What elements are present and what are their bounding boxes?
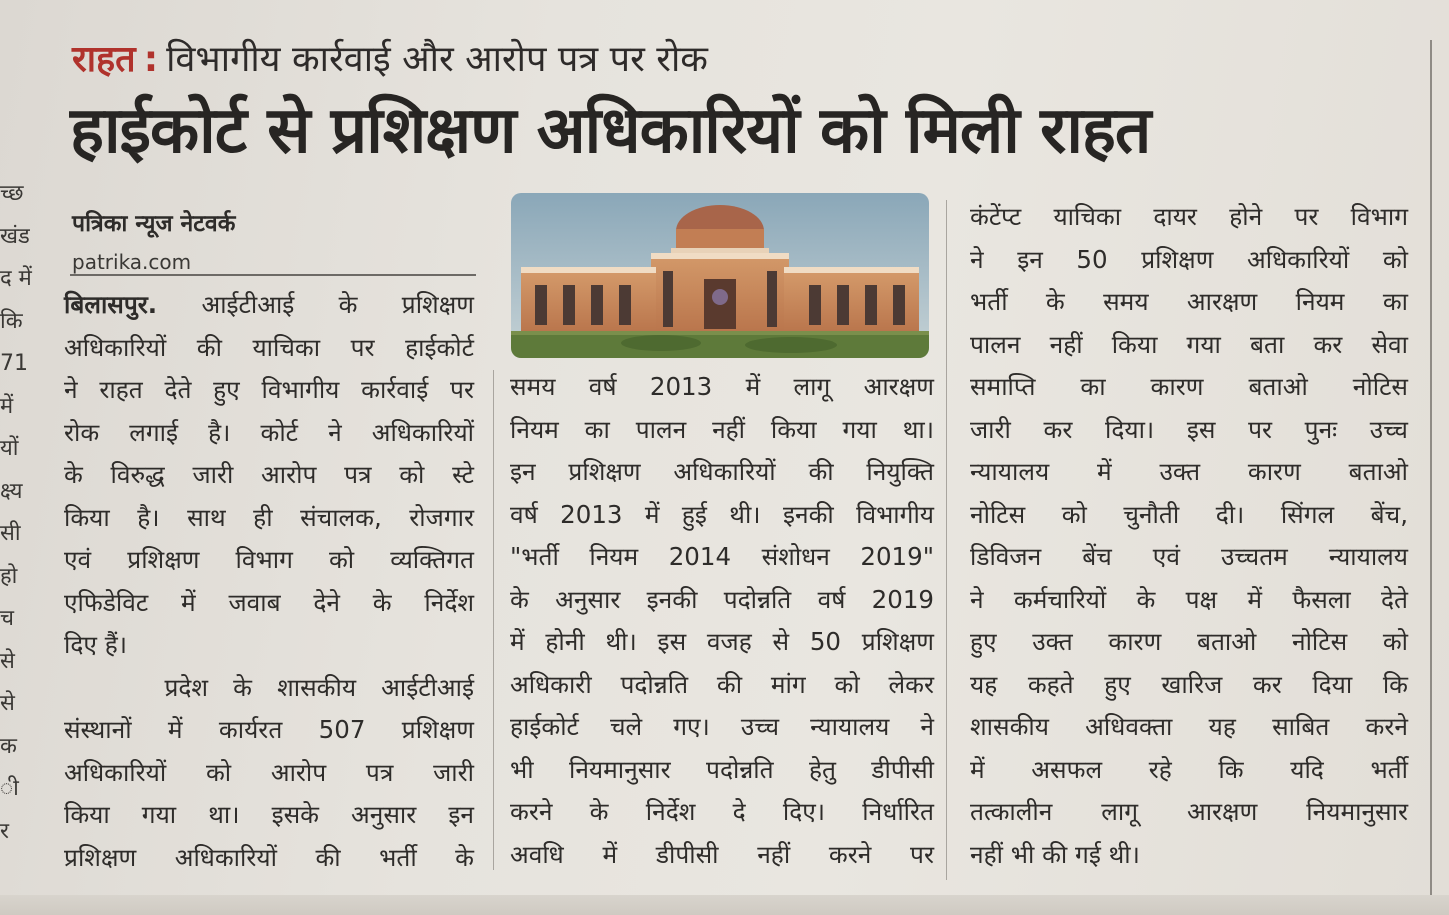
text-line-content: प्रशिक्षण अधिकारियों की भर्ती के [64, 842, 474, 872]
strip-fragment: कि [0, 308, 23, 334]
text-line [510, 494, 934, 537]
text-line-content: अधिकारी पदोन्नति की मांग को लेकर [510, 669, 934, 699]
strip-fragment: में [0, 393, 14, 419]
text-line [64, 497, 474, 540]
strip-fragment: से [0, 648, 15, 674]
text-line-content: न्यायालय में उक्त कारण बताओ [970, 457, 1408, 486]
text-line [64, 454, 474, 497]
text-line-content: कंटेंप्ट याचिका दायर होने पर विभाग [970, 202, 1408, 231]
strip-fragment: च्छ [0, 181, 24, 206]
text-line-content: "भर्ती नियम 2014 संशोधन 2019" [510, 542, 934, 571]
text-line-content: किया है। साथ ही संचालक, रोजगार [64, 502, 474, 532]
text-line-content: एवं प्रशिक्षण विभाग को व्यक्तिगत [64, 545, 474, 574]
text-line-content: जारी कर दिया। इस पर पुनः उच्च [970, 414, 1408, 444]
text-line-content: डिविजन बेंच एवं उच्चतम न्यायालय [970, 542, 1408, 571]
article-column-2 [510, 366, 934, 876]
kicker-separator: : [143, 39, 159, 80]
text-line-content: तत्कालीन लागू आरक्षण नियमानुसार [970, 797, 1408, 826]
article-column-3 [970, 196, 1408, 876]
text-line [64, 794, 474, 837]
text-line [510, 664, 934, 707]
text-line-content: भर्ती के समय आरक्षण नियम का [970, 287, 1408, 316]
text-line [970, 494, 1408, 537]
text-line [970, 579, 1408, 622]
text-line-content: शासकीय अधिवक्ता यह साबित करने [970, 712, 1408, 741]
text-line [970, 621, 1408, 664]
text-line [510, 706, 934, 749]
strip-fragment: क्ष्य [0, 478, 23, 504]
kicker-text: विभागीय कार्रवाई और आरोप पत्र पर रोक [166, 39, 708, 80]
text-line-content: भी नियमानुसार पदोन्नति हेतु डीपीसी [510, 754, 934, 784]
text-line-content: एफिडेविट में जवाब देने के निर्देश [64, 587, 474, 617]
text-line-content: समय वर्ष 2013 में लागू आरक्षण [510, 372, 934, 401]
text-line [64, 837, 474, 880]
strip-fragment: हो [0, 563, 18, 589]
text-line [510, 579, 934, 622]
text-line-content: ने इन 50 प्रशिक्षण अधिकारियों को [970, 244, 1408, 274]
text-line [970, 451, 1408, 494]
text-line [64, 539, 474, 582]
text-line-content: किया गया था। इसके अनुसार इन [64, 800, 474, 829]
text-line [64, 284, 474, 327]
column-divider-1 [493, 370, 494, 870]
strip-fragment: र [0, 818, 9, 844]
page-edge-rule [1430, 40, 1432, 900]
text-line [64, 624, 474, 667]
byline-rule [70, 274, 476, 276]
text-line [64, 752, 474, 795]
text-line [970, 791, 1408, 834]
text-line [64, 369, 474, 412]
text-line-content: नियम का पालन नहीं किया गया था। [510, 414, 934, 444]
text-line-content: इन प्रशिक्षण अधिकारियों की नियुक्ति [510, 457, 934, 486]
headline: हाईकोर्ट से प्रशिक्षण अधिकारियों को मिली राहत [70, 94, 1151, 168]
byline-agency: पत्रिका न्यूज नेटवर्क [72, 211, 236, 237]
text-line-content: ने कर्मचारियों के पक्ष में फैसला देते [970, 584, 1408, 614]
text-line-content: करने के निर्देश दे दिए। निर्धारित [510, 797, 934, 826]
text-line [970, 536, 1408, 579]
text-line-content: के अनुसार इनकी पदोन्नति वर्ष 2019 [510, 584, 934, 614]
text-line [970, 239, 1408, 282]
text-line-content: में असफल रहे कि यदि भर्ती [970, 754, 1408, 784]
text-line-content: के विरुद्ध जारी आरोप पत्र को स्टे [64, 460, 474, 489]
strip-fragment: यों [0, 436, 19, 461]
kicker [72, 39, 708, 80]
text-line [510, 749, 934, 792]
text-line [510, 536, 934, 579]
text-line [64, 327, 474, 370]
text-line [510, 409, 934, 452]
text-line [510, 451, 934, 494]
text-line [970, 281, 1408, 324]
text-line [64, 412, 474, 455]
text-line-content: हुए उक्त कारण बताओ नोटिस को [970, 627, 1408, 656]
text-line [510, 366, 934, 409]
strip-fragment: से [0, 691, 15, 716]
strip-fragment: 71 [0, 351, 28, 376]
text-line-content: रोक लगाई है। कोर्ट ने अधिकारियों [64, 417, 474, 447]
text-line-content: अधिकारियों को आरोप पत्र जारी [64, 757, 474, 787]
text-line [64, 667, 474, 710]
text-line-content: पालन नहीं किया गया बता कर सेवा [970, 329, 1408, 359]
byline-site: patrika.com [72, 250, 192, 274]
text-line-content: संस्थानों में कार्यरत 507 प्रशिक्षण [64, 715, 474, 744]
strip-fragment: ी [0, 776, 19, 801]
text-line [970, 834, 1408, 877]
high-court-building-photo [511, 193, 929, 358]
kicker-label: राहत [72, 39, 136, 80]
text-line [970, 749, 1408, 792]
text-line [970, 366, 1408, 409]
dateline: बिलासपुर. [64, 290, 158, 319]
strip-fragment: क [0, 733, 17, 759]
text-line [970, 664, 1408, 707]
text-line-content: आईटीआई के प्रशिक्षण [157, 290, 474, 319]
strip-fragment: खंड [0, 223, 30, 249]
text-line [510, 621, 934, 664]
text-line-content: में होनी थी। इस वजह से 50 प्रशिक्षण [510, 627, 934, 656]
text-line [970, 409, 1408, 452]
article-column-1 [64, 284, 474, 879]
text-line-content: ने राहत देते हुए विभागीय कार्रवाई पर [64, 375, 474, 404]
previous-article-strip [0, 173, 32, 853]
strip-fragment: च [0, 606, 14, 631]
text-line-content: वर्ष 2013 में हुई थी। इनकी विभागीय [510, 499, 934, 529]
text-line-content: हाईकोर्ट चले गए। उच्च न्यायालय ने [510, 712, 934, 741]
text-line-content: अधिकारियों की याचिका पर हाईकोर्ट [64, 332, 474, 362]
text-line-content: समाप्ति का कारण बताओ नोटिस [970, 372, 1408, 401]
text-line [510, 834, 934, 877]
text-line-content: नहीं भी की गई थी। [970, 839, 1140, 869]
strip-fragment: सी [0, 521, 21, 546]
text-line-content: यह कहते हुए खारिज कर दिया कि [970, 669, 1408, 699]
text-line [970, 706, 1408, 749]
text-line-content: दिए हैं। [64, 630, 127, 659]
column-divider-2 [946, 200, 947, 880]
text-line [970, 324, 1408, 367]
text-line-content: प्रदेश के शासकीय आईटीआई [64, 672, 474, 702]
text-line [970, 196, 1408, 239]
text-line [510, 791, 934, 834]
text-line-content: नोटिस को चुनौती दी। सिंगल बेंच, [970, 499, 1408, 529]
next-article-edge [0, 895, 1449, 915]
text-line [64, 709, 474, 752]
text-line-content: अवधि में डीपीसी नहीं करने पर [510, 839, 934, 869]
strip-fragment: द में [0, 266, 32, 291]
text-line [64, 582, 474, 625]
